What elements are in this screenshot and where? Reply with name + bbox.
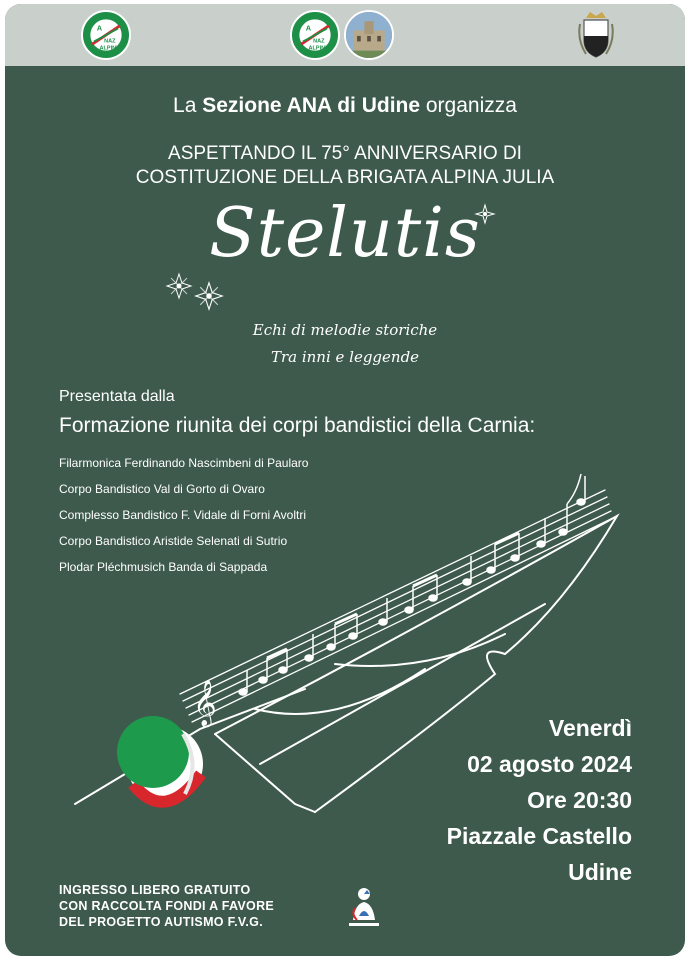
anniversary-line-2: COSTITUZIONE DELLA BRIGATA ALPINA JULIA: [135, 167, 555, 188]
anniversary-line-1: ASPETTANDO IL 75° ANNIVERSARIO DI: [168, 143, 522, 164]
band-item: Filarmonica Ferdinando Nascimbeni di Paularo: [59, 456, 309, 470]
treble-clef-icon: 𝄞: [193, 680, 217, 726]
subtitle-line-1: Echi di melodie storiche: [252, 321, 438, 339]
ana-logo-naz: NAZ: [313, 38, 325, 45]
organizer-suffix: organizza: [420, 94, 517, 117]
event-time: Ore 20:30: [527, 787, 632, 813]
ana-logo-naz: NAZ: [104, 38, 116, 45]
entry-info: [59, 882, 274, 930]
ana-logo-alpini: ALPINI: [308, 45, 327, 52]
organizer-prefix: La: [173, 94, 203, 117]
autism-project-logo-icon: [345, 886, 383, 930]
entry-line-2: CON RACCOLTA FONDI A FAVORE: [59, 899, 275, 913]
band-item: Plodar Pléchmusich Banda di Sappada: [59, 560, 268, 574]
event-day: Venerdì: [548, 715, 632, 741]
organizer-name: Sezione ANA di Udine: [202, 94, 421, 117]
entry-line-1: INGRESSO LIBERO GRATUITO: [59, 883, 251, 897]
entry-line-3: DEL PROGETTO AUTISMO F.V.G.: [59, 915, 263, 929]
band-item: Corpo Bandistico Aristide Selenati di Sutrio: [59, 534, 288, 548]
event-place: Piazzale Castello: [446, 823, 632, 849]
ana-logo-letter: A: [96, 23, 103, 33]
ana-logo-letter: A: [305, 23, 312, 33]
subtitle-line-2: Tra inni e leggende: [270, 348, 420, 366]
ana-logo-alpini: ALPINI: [99, 45, 118, 52]
poster: [5, 4, 685, 956]
band-item: Corpo Bandistico Val di Gorto di Ovaro: [59, 482, 265, 496]
tricolor-rosette-icon: [117, 716, 203, 802]
event-title: Stelutis: [209, 194, 481, 273]
event-date: 02 agosto 2024: [467, 751, 632, 777]
band-item: Complesso Bandistico F. Vidale di Forni Avoltri: [59, 508, 307, 522]
presented-by: Presentata dalla: [59, 388, 175, 405]
event-details: [447, 710, 632, 890]
event-city: Udine: [568, 859, 632, 885]
formation-heading: Formazione riunita dei corpi bandistici della Carnia:: [59, 414, 536, 437]
